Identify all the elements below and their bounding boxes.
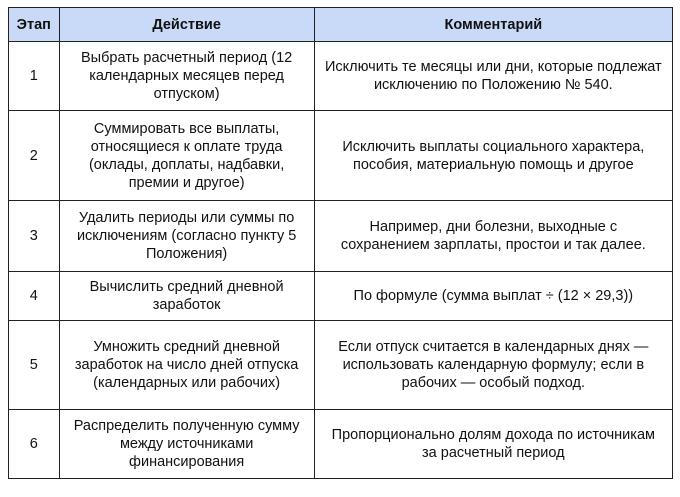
table-header-row bbox=[9, 8, 673, 42]
vacation-pay-steps-table bbox=[8, 7, 673, 479]
comment-cell: Пропорционально долям дохода по источникам за расчетный период bbox=[314, 410, 672, 479]
stage-cell: 5 bbox=[9, 321, 60, 410]
action-cell: Умножить средний дневной заработок на число дней отпуска (календарных или рабочих) bbox=[59, 321, 314, 410]
comment-cell: По формуле (сумма выплат ÷ (12 × 29,3)) bbox=[314, 272, 672, 321]
table-row bbox=[9, 321, 673, 410]
comment-cell: Например, дни болезни, выходные с сохранением зарплаты, простои и так далее. bbox=[314, 201, 672, 272]
stage-cell: 2 bbox=[9, 111, 60, 201]
comment-cell: Исключить те месяцы или дни, которые подлежат исключению по Положению № 540. bbox=[314, 42, 672, 111]
table-row bbox=[9, 272, 673, 321]
action-cell: Вычислить средний дневной заработок bbox=[59, 272, 314, 321]
comment-cell: Если отпуск считается в календарных днях — использовать календарную формулу; если в рабочих — особый подход. bbox=[314, 321, 672, 410]
vacation-pay-table-container bbox=[8, 7, 673, 479]
action-cell: Удалить периоды или суммы по исключениям (согласно пункту 5 Положения) bbox=[59, 201, 314, 272]
header-action: Действие bbox=[59, 8, 314, 42]
action-cell: Распределить полученную сумму между источниками финансирования bbox=[59, 410, 314, 479]
header-comment: Комментарий bbox=[314, 8, 672, 42]
comment-cell: Исключить выплаты социального характера, пособия, материальную помощь и другое bbox=[314, 111, 672, 201]
table-row bbox=[9, 410, 673, 479]
header-stage: Этап bbox=[9, 8, 60, 42]
table-row bbox=[9, 201, 673, 272]
stage-cell: 3 bbox=[9, 201, 60, 272]
stage-cell: 4 bbox=[9, 272, 60, 321]
stage-cell: 1 bbox=[9, 42, 60, 111]
action-cell: Выбрать расчетный период (12 календарных месяцев перед отпуском) bbox=[59, 42, 314, 111]
table-row bbox=[9, 42, 673, 111]
stage-cell: 6 bbox=[9, 410, 60, 479]
table-row bbox=[9, 111, 673, 201]
action-cell: Суммировать все выплаты, относящиеся к оплате труда (оклады, доплаты, надбавки, премии и другое) bbox=[59, 111, 314, 201]
